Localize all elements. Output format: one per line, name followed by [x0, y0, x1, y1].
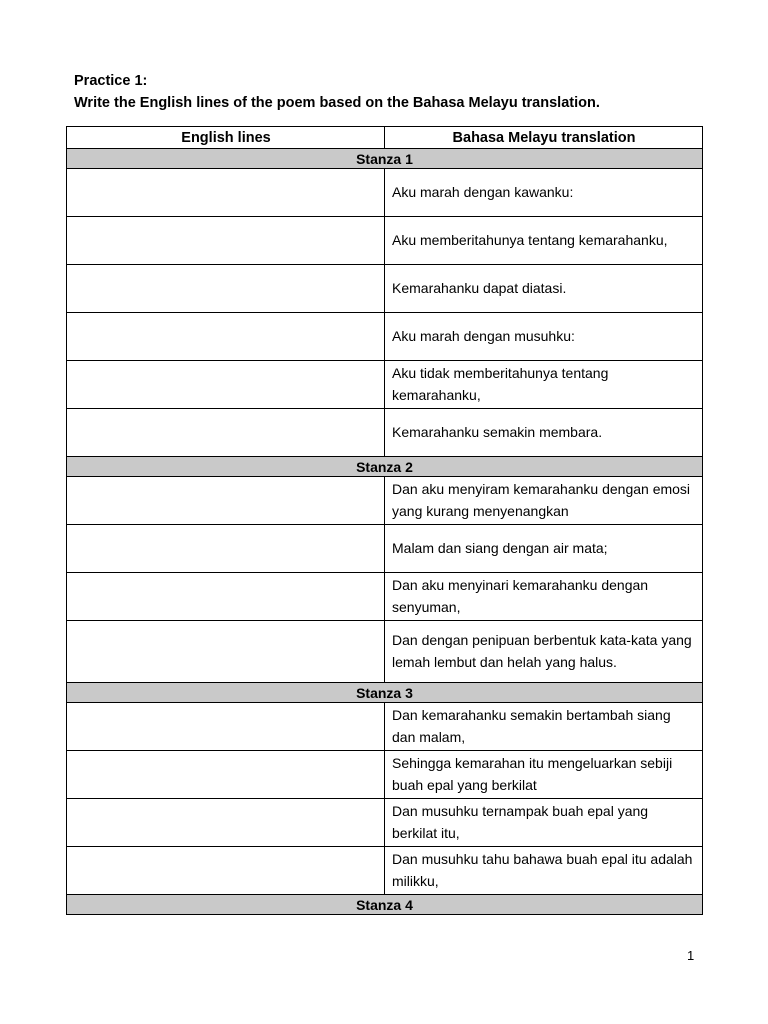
english-answer-cell[interactable] [67, 477, 385, 525]
table-header-row [67, 127, 703, 149]
table-row [67, 361, 703, 409]
english-answer-cell[interactable] [67, 525, 385, 573]
english-answer-cell[interactable] [67, 847, 385, 895]
practice-instruction: Write the English lines of the poem based on the Bahasa Melayu translation. [74, 95, 600, 111]
english-answer-cell[interactable] [67, 313, 385, 361]
english-answer-cell[interactable] [67, 621, 385, 683]
stanza-row [67, 457, 703, 477]
table-row [67, 217, 703, 265]
stanza-label: Stanza 1 [67, 149, 703, 169]
malay-line-cell: Aku marah dengan kawanku: [385, 169, 703, 217]
stanza-row [67, 683, 703, 703]
english-answer-cell[interactable] [67, 573, 385, 621]
stanza-row [67, 149, 703, 169]
english-answer-cell[interactable] [67, 409, 385, 457]
malay-line-cell: Malam dan siang dengan air mata; [385, 525, 703, 573]
malay-line-cell: Dan aku menyinari kemarahanku dengan senyuman, [385, 573, 703, 621]
stanza-label: Stanza 4 [67, 895, 703, 915]
page-number: 1 [687, 948, 695, 963]
malay-line-cell: Aku tidak memberitahunya tentang kemarahanku, [385, 361, 703, 409]
translation-table [66, 126, 703, 915]
table-row [67, 703, 703, 751]
stanza-label: Stanza 3 [67, 683, 703, 703]
malay-line-cell: Dan musuhku tahu bahawa buah epal itu adalah milikku, [385, 847, 703, 895]
english-answer-cell[interactable] [67, 265, 385, 313]
table-row [67, 477, 703, 525]
table-row [67, 799, 703, 847]
table-row [67, 265, 703, 313]
malay-line-cell: Kemarahanku semakin membara. [385, 409, 703, 457]
column-header-malay: Bahasa Melayu translation [385, 127, 703, 149]
table-row [67, 409, 703, 457]
table-row [67, 751, 703, 799]
table-row [67, 621, 703, 683]
malay-line-cell: Dan musuhku ternampak buah epal yang berkilat itu, [385, 799, 703, 847]
table-row [67, 847, 703, 895]
english-answer-cell[interactable] [67, 217, 385, 265]
english-answer-cell[interactable] [67, 169, 385, 217]
english-answer-cell[interactable] [67, 361, 385, 409]
malay-line-cell: Sehingga kemarahan itu mengeluarkan sebiji buah epal yang berkilat [385, 751, 703, 799]
column-header-english: English lines [67, 127, 385, 149]
english-answer-cell[interactable] [67, 703, 385, 751]
table-row [67, 525, 703, 573]
stanza-label: Stanza 2 [67, 457, 703, 477]
practice-title: Practice 1: [74, 73, 148, 89]
malay-line-cell: Dan kemarahanku semakin bertambah siang dan malam, [385, 703, 703, 751]
english-answer-cell[interactable] [67, 751, 385, 799]
malay-line-cell: Aku marah dengan musuhku: [385, 313, 703, 361]
table-row [67, 169, 703, 217]
malay-line-cell: Kemarahanku dapat diatasi. [385, 265, 703, 313]
stanza-row [67, 895, 703, 915]
malay-line-cell: Dan dengan penipuan berbentuk kata-kata yang lemah lembut dan helah yang halus. [385, 621, 703, 683]
table-row [67, 313, 703, 361]
table-row [67, 573, 703, 621]
worksheet-heading [74, 70, 600, 114]
english-answer-cell[interactable] [67, 799, 385, 847]
malay-line-cell: Dan aku menyiram kemarahanku dengan emosi yang kurang menyenangkan [385, 477, 703, 525]
malay-line-cell: Aku memberitahunya tentang kemarahanku, [385, 217, 703, 265]
